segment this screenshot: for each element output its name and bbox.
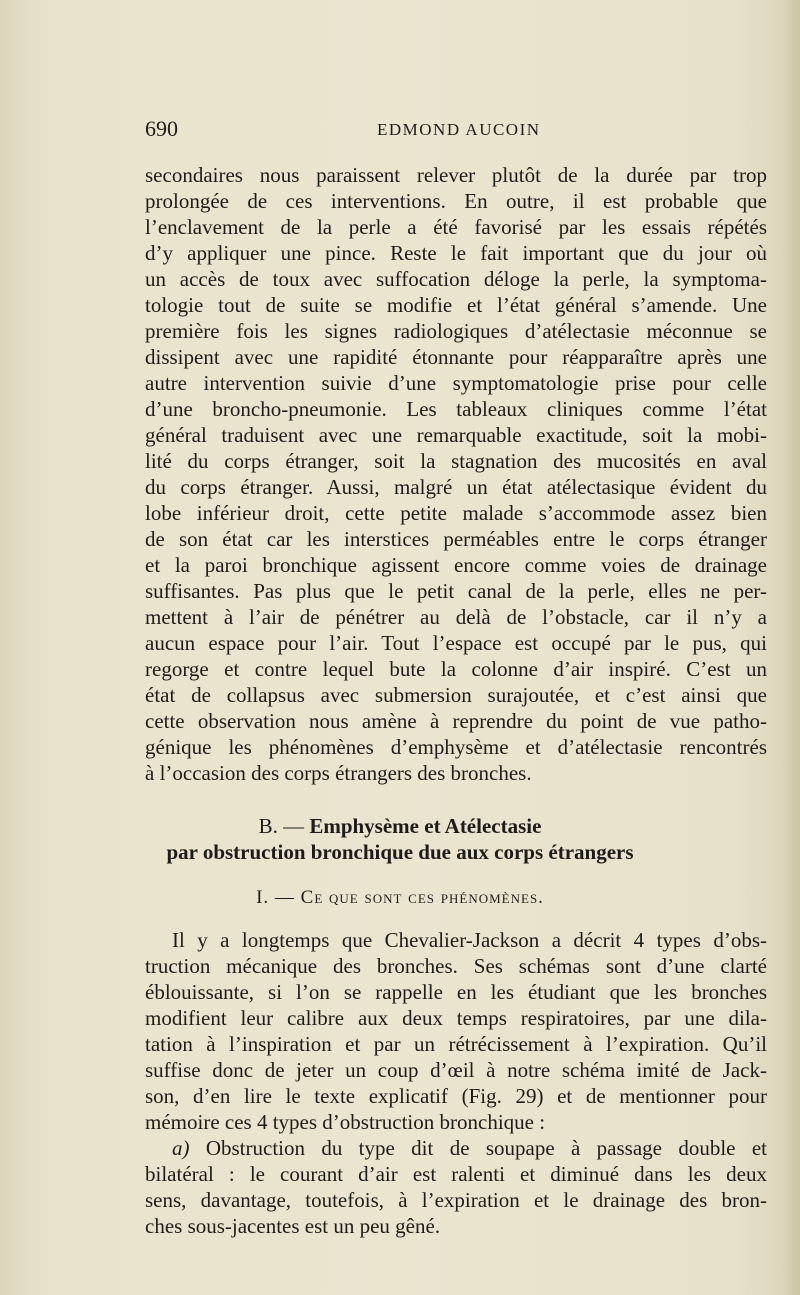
paragraph-line: un accès de toux avec suffocation déloge la perle, la symptoma- xyxy=(145,267,767,291)
paragraph-line: général traduisent avec une remarquable exactitude, soit la mobi- xyxy=(145,423,767,447)
paragraph-line: secondaires nous paraissent relever plutôt de la durée par trop xyxy=(145,163,767,187)
paragraph-line: de son état car les interstices perméables entre le corps étranger xyxy=(145,527,767,551)
paragraph-line: modifient leur calibre aux deux temps respiratoires, par une dila- xyxy=(145,1006,767,1030)
paragraph-line: truction mécanique des bronches. Ses schémas sont d’une clarté xyxy=(145,954,767,978)
page-number: 690 xyxy=(145,116,178,141)
paragraph-line: prolongée de ces interventions. En outre, il est probable que xyxy=(145,189,767,213)
paragraph-line: lobe inférieur droit, cette petite malade s’accommode assez bien xyxy=(145,501,767,525)
sub-heading xyxy=(0,887,800,909)
section-heading-line-1 xyxy=(0,813,800,839)
paragraph-line: état de collapsus avec submersion surajoutée, et c’est ainsi que xyxy=(145,683,767,707)
paragraph-line: Il y a longtemps que Chevalier-Jackson a décrit 4 types d’obs- xyxy=(172,928,767,952)
paragraph-line: cette observation nous amène à reprendre du point de vue patho- xyxy=(145,709,767,733)
paragraph-line: sens, davantage, toutefois, à l’expiration et le drainage des bron- xyxy=(145,1188,767,1212)
paragraph-line: tologie tout de suite se modifie et l’état général s’amende. Une xyxy=(145,293,767,317)
paragraph-line: autre intervention suivie d’une symptomatologie prise pour celle xyxy=(145,371,767,395)
paragraph-line: l’enclavement de la perle a été favorisé par les essais répétés xyxy=(145,215,767,239)
paragraph-line: mémoire ces 4 types d’obstruction bronchique : xyxy=(145,1110,546,1134)
paragraph-line: génique les phénomènes d’emphysème et d’atélectasie rencontrés xyxy=(145,735,767,759)
paragraph-line: d’une broncho-pneumonie. Les tableaux cliniques comme l’état xyxy=(145,397,767,421)
paragraph-line: ches sous-jacentes est un peu gêné. xyxy=(145,1214,441,1238)
paragraph-line: bilatéral : le courant d’air est ralenti et diminué dans les deux xyxy=(145,1162,767,1186)
section-heading-subtitle: par obstruction bronchique due aux corps étrangers xyxy=(166,840,634,864)
paragraph-line xyxy=(172,1135,767,1161)
paragraph-line: mettent à l’air de pénétrer au delà de l’obstacle, car il n’y a xyxy=(145,605,767,629)
paragraph-line: lité du corps étranger, soit la stagnation des mucosités en aval xyxy=(145,449,767,473)
paragraph-line: son, d’en lire le texte explicatif (Fig. 29) et de mentionner pour xyxy=(145,1084,767,1108)
section-heading-prefix: B. — xyxy=(258,814,310,838)
paragraph-line: suffisantes. Pas plus que le petit canal de la perle, elles ne per- xyxy=(145,579,767,603)
paragraph-line: aucun espace pour l’air. Tout l’espace est occupé par le pus, qui xyxy=(145,631,767,655)
paragraph-line: d’y appliquer une pince. Reste le fait important que du jour où xyxy=(145,241,767,265)
paragraph-line: première fois les signes radiologiques d’atélectasie méconnue se xyxy=(145,319,767,343)
section-heading-line-2 xyxy=(0,839,800,865)
paragraph-line: dissipent avec une rapidité étonnante pour réapparaître après une xyxy=(145,345,767,369)
list-item-text: Obstruction du type dit de soupape à passage double et xyxy=(189,1136,767,1160)
paragraph-line: tation à l’inspiration et par un rétrécissement à l’expiration. Qu’il xyxy=(145,1032,767,1056)
list-label: a) xyxy=(172,1136,190,1160)
paragraph-line: à l’occasion des corps étrangers des bronches. xyxy=(145,761,532,785)
sub-heading-title: e que sont ces phénomènes. xyxy=(314,887,544,908)
paragraph-line: regorge et contre lequel bute la colonne d’air inspiré. C’est un xyxy=(145,657,767,681)
running-title: EDMOND AUCOIN xyxy=(377,120,541,139)
page-header xyxy=(145,116,745,146)
paragraph-line: du corps étranger. Aussi, malgré un état atélectasique évident du xyxy=(145,475,767,499)
paragraph-line: éblouissante, si l’on se rappelle en les étudiant que les bronches xyxy=(145,980,767,1004)
paragraph-line: suffise donc de jeter un coup d’œil à notre schéma imité de Jack- xyxy=(145,1058,767,1082)
sub-heading-prefix: I. — C xyxy=(256,887,315,908)
paragraph-line: et la paroi bronchique agissent encore comme voies de drainage xyxy=(145,553,767,577)
section-heading-title: Emphysème et Atélectasie xyxy=(309,814,542,838)
